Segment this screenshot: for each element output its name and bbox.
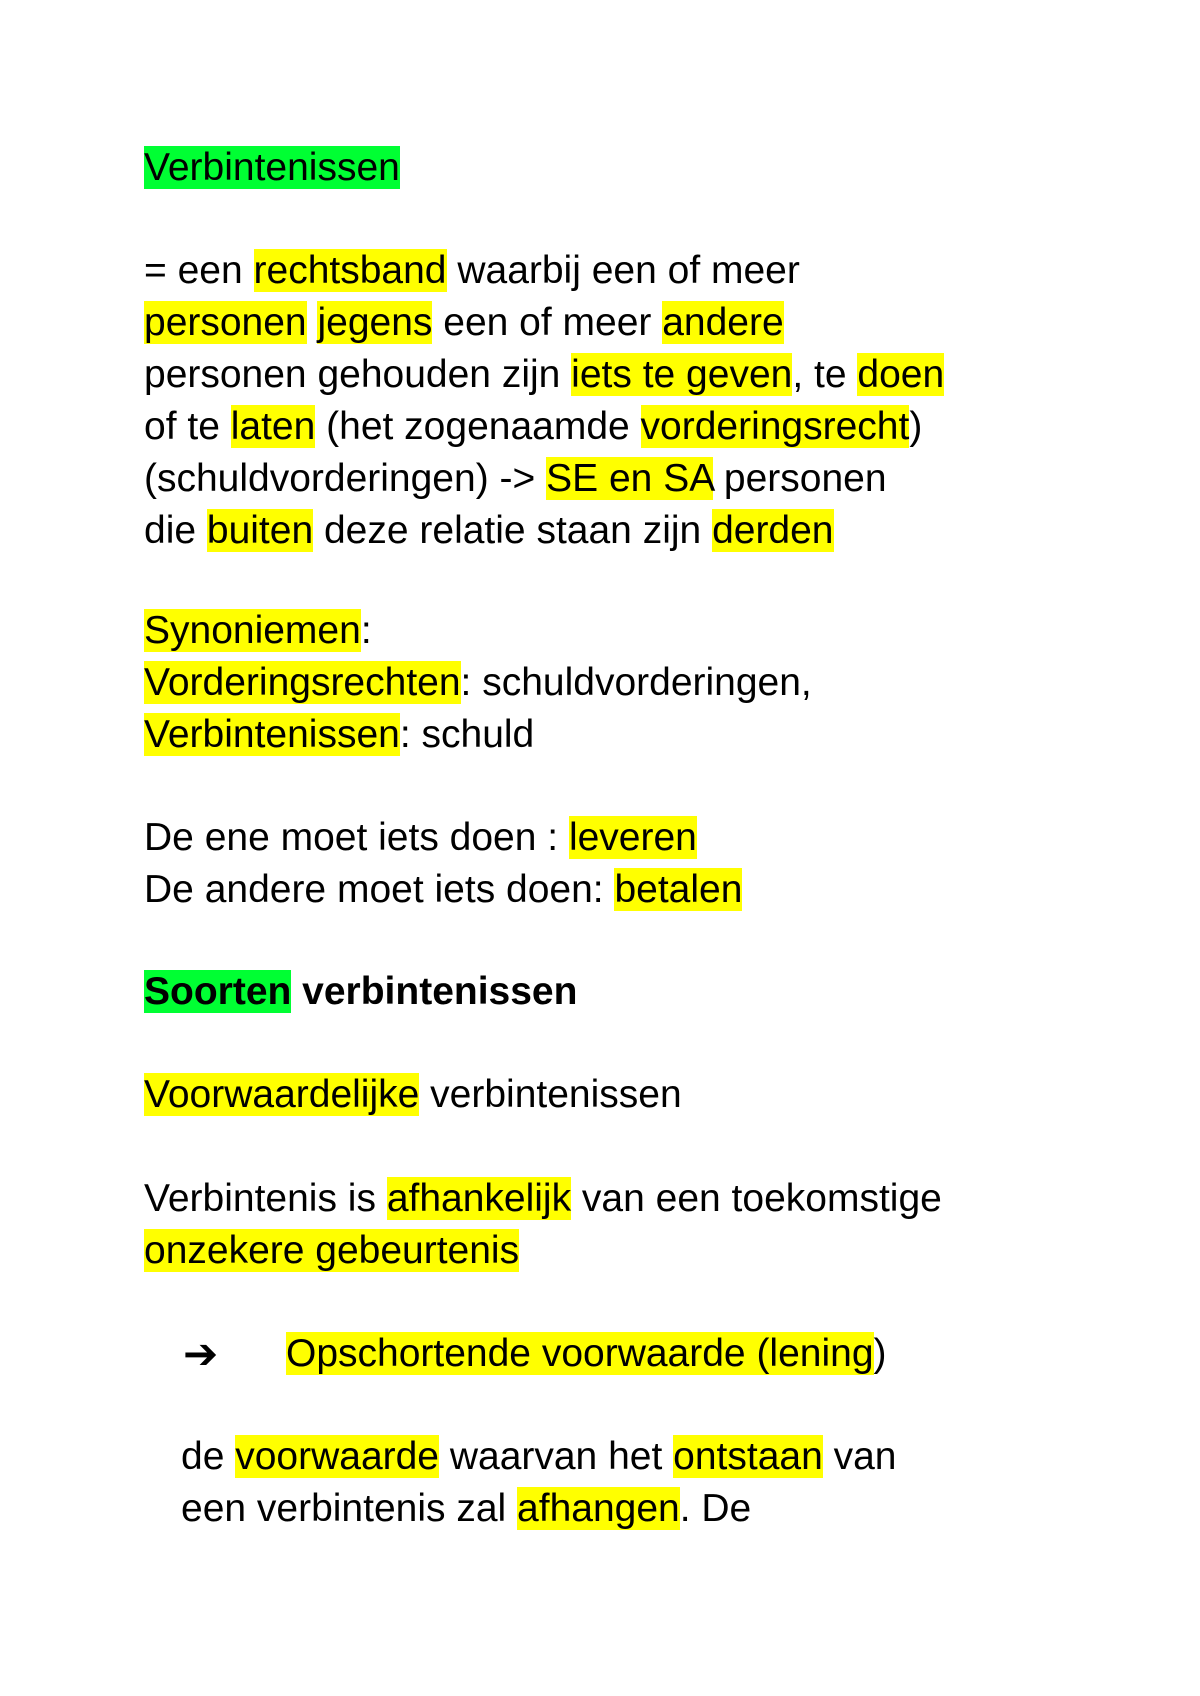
text-run: (schuldvorderingen) -> bbox=[144, 457, 547, 500]
suspensive-line-1 bbox=[181, 1431, 896, 1483]
text-run: waarvan het bbox=[439, 1435, 674, 1478]
conditional-line-1 bbox=[144, 1173, 942, 1225]
text-run: verbintenissen bbox=[291, 970, 578, 1013]
highlight-derden: derden bbox=[712, 509, 834, 552]
text-run: die bbox=[144, 509, 207, 552]
highlight-soorten: Soorten bbox=[144, 970, 292, 1013]
highlight-doen: doen bbox=[857, 353, 945, 396]
text-run: , te bbox=[792, 353, 858, 396]
arrow-right-icon: ➔ bbox=[183, 1330, 219, 1377]
text-run: waarbij een of meer bbox=[446, 249, 800, 292]
text-run: deze relatie staan zijn bbox=[313, 509, 713, 552]
definition-line-3 bbox=[144, 349, 944, 401]
suspensive-line-2 bbox=[181, 1483, 751, 1535]
title-highlight: Verbintenissen bbox=[144, 146, 400, 189]
text-run: van een toekomstige bbox=[571, 1177, 942, 1220]
highlight-afhangen: afhangen bbox=[517, 1487, 680, 1530]
highlight-onzekere-gebeurtenis: onzekere gebeurtenis bbox=[144, 1229, 520, 1272]
highlight-buiten: buiten bbox=[206, 509, 314, 552]
bullet-text bbox=[286, 1328, 887, 1380]
highlight-verbintenissen: Verbintenissen bbox=[144, 713, 400, 756]
text-run: van bbox=[822, 1435, 897, 1478]
text-run bbox=[307, 301, 318, 344]
highlight-se-en-sa: SE en SA bbox=[546, 457, 714, 500]
definition-line-5 bbox=[144, 453, 887, 505]
text-run: (het zogenaamde bbox=[315, 405, 641, 448]
text-run: ) bbox=[873, 1332, 887, 1375]
types-heading bbox=[144, 966, 577, 1018]
text-run: personen bbox=[713, 457, 887, 500]
highlight-betalen: betalen bbox=[614, 868, 743, 911]
highlight-personen: personen bbox=[144, 301, 307, 344]
duty-row-1 bbox=[144, 812, 697, 864]
synonyms-heading bbox=[144, 605, 372, 657]
text-run: personen gehouden zijn bbox=[144, 353, 572, 396]
conditional-line-2 bbox=[144, 1225, 519, 1277]
text-run: De andere moet iets doen: bbox=[144, 868, 615, 911]
highlight-vorderingsrechten: Vorderingsrechten bbox=[144, 661, 461, 704]
text-run: : bbox=[360, 609, 372, 652]
text-run: . De bbox=[679, 1487, 752, 1530]
definition-line-6 bbox=[144, 505, 834, 557]
highlight-synoniemen: Synoniemen bbox=[144, 609, 361, 652]
highlight-iets-te-geven: iets te geven bbox=[571, 353, 793, 396]
text-run: = een bbox=[144, 249, 254, 292]
text-run: ) bbox=[909, 405, 923, 448]
text-run: verbintenissen bbox=[419, 1073, 682, 1116]
highlight-ontstaan: ontstaan bbox=[673, 1435, 823, 1478]
highlight-laten: laten bbox=[230, 405, 316, 448]
definition-line-4 bbox=[144, 401, 922, 453]
definition-line-2 bbox=[144, 297, 784, 349]
text-run: een verbintenis zal bbox=[181, 1487, 518, 1530]
highlight-voorwaardelijke: Voorwaardelijke bbox=[144, 1073, 420, 1116]
highlight-afhankelijk: afhankelijk bbox=[386, 1177, 572, 1220]
text-run: of te bbox=[144, 405, 231, 448]
highlight-rechtsband: rechtsband bbox=[253, 249, 447, 292]
text-run: : schuld bbox=[399, 713, 535, 756]
definition-line-1 bbox=[144, 245, 800, 297]
highlight-vorderingsrecht: vorderingsrecht bbox=[640, 405, 910, 448]
highlight-opschortende-voorwaarde: Opschortende voorwaarde (lening bbox=[286, 1332, 874, 1375]
synonym-row-1 bbox=[144, 657, 812, 709]
highlight-andere: andere bbox=[662, 301, 784, 344]
page-title bbox=[144, 142, 400, 194]
highlight-jegens: jegens bbox=[317, 301, 433, 344]
text-run: de bbox=[181, 1435, 236, 1478]
text-run: De ene moet iets doen : bbox=[144, 816, 569, 859]
text-run: een of meer bbox=[432, 301, 663, 344]
highlight-leveren: leveren bbox=[568, 816, 697, 859]
highlight-voorwaarde: voorwaarde bbox=[235, 1435, 439, 1478]
text-run: : schuldvorderingen, bbox=[460, 661, 812, 704]
duty-row-2 bbox=[144, 864, 742, 916]
synonym-row-2 bbox=[144, 709, 534, 761]
conditional-heading bbox=[144, 1069, 682, 1121]
text-run: Verbintenis is bbox=[144, 1177, 387, 1220]
